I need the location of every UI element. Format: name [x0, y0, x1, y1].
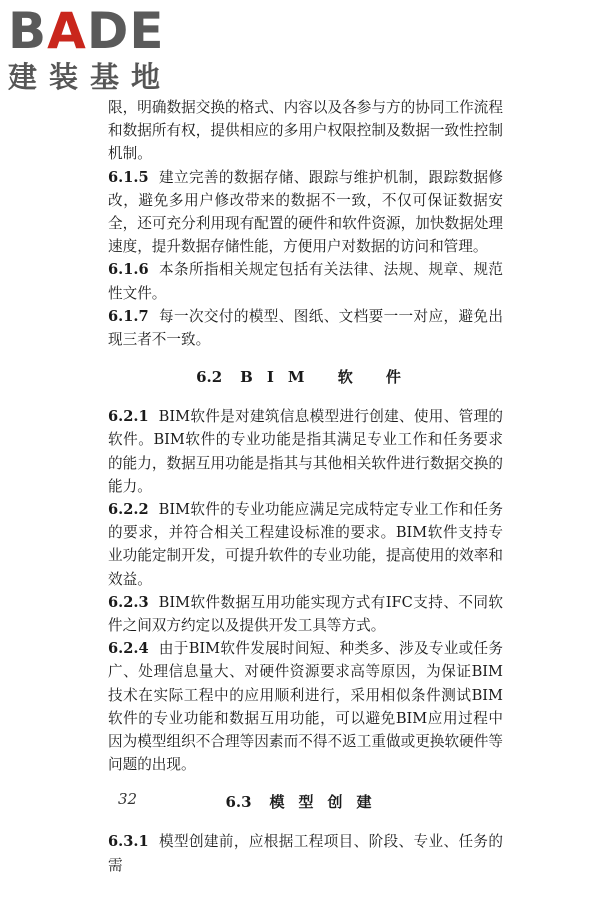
- clause-number: 6.2.2: [108, 501, 149, 519]
- section-heading: [108, 366, 503, 388]
- clause-text: BIM软件数据互用功能实现方式有IFC支持、不同软件之间双方约定以及提供开发工具等方式。: [108, 593, 503, 635]
- clause-number: 6.1.6: [108, 261, 149, 279]
- section-heading: [108, 791, 503, 813]
- clause-text: 每一次交付的模型、图纸、文档要一一对应，避免出现三者不一致。: [108, 307, 503, 349]
- clause-paragraph: [108, 166, 503, 259]
- clause-number: 6.1.7: [108, 307, 149, 325]
- section-title: 模型创建: [269, 793, 386, 812]
- section-title: BIM 软 件: [240, 368, 415, 387]
- clause-text: 由于BIM软件发展时间短、种类多、涉及专业或任务广、处理信息量大、对硬件资源要求高等原因，为保证BIM技术在实际工程中的应用顺利进行，采用相似条件测试BIM软件的专业功能和数据互用功能，可以避免BIM应用过程中因为模型组织不合理等因素而不得不返工重做或更换软硬件等问题的出现。: [108, 640, 503, 774]
- clause-number: 6.2.4: [108, 640, 149, 658]
- clause-number: 6.2.3: [108, 593, 149, 611]
- logo-chinese-name: 建装基地: [8, 60, 173, 94]
- clause-text: 建立完善的数据存储、跟踪与维护机制，跟踪数据修改，避免多用户修改带来的数据不一致，不仅可保证数据安全，还可充分利用现有配置的硬件和软件资源，加快数据处理速度，提升数据存储性能，方便用户对数据的访问和管理。: [108, 168, 503, 256]
- clause-paragraph: [108, 830, 503, 876]
- clause-number: 6.2.1: [108, 408, 149, 426]
- section-number: 6.3: [225, 793, 252, 812]
- clause-paragraph: [108, 498, 503, 591]
- clause-text: 本条所指相关规定包括有关法律、法规、规章、规范性文件。: [108, 261, 503, 302]
- page-number: 32: [118, 790, 138, 808]
- clause-number: 6.1.5: [108, 168, 149, 186]
- clause-text: 模型创建前，应根据工程项目、阶段、专业、任务的需: [108, 833, 503, 874]
- clause-number: 6.3.1: [108, 833, 149, 851]
- clause-paragraph: [108, 96, 503, 166]
- section-number: 6.2: [196, 368, 223, 387]
- clause-text: 限，明确数据交换的格式、内容以及各参与方的协同工作流程和数据所有权，提供相应的多用户权限控制及数据一致性控制机制。: [108, 99, 503, 163]
- clause-paragraph: [108, 405, 503, 498]
- clause-paragraph: [108, 637, 503, 776]
- document-body: [108, 96, 503, 877]
- clause-paragraph: [108, 591, 503, 637]
- clause-text: BIM软件是对建筑信息模型进行创建、使用、管理的软件。BIM软件的专业功能是指其满足专业工作和任务要求的能力，数据互用功能是指其与其他相关软件进行数据交换的能力。: [108, 408, 503, 495]
- logo-wordmark: BADE: [8, 2, 165, 60]
- clause-text: BIM软件的专业功能应满足完成特定专业工作和任务的要求，并符合相关工程建设标准的要求。BIM软件支持专业功能定制开发，可提升软件的专业功能，提高使用的效率和效益。: [108, 501, 503, 588]
- bade-logo: [8, 2, 178, 94]
- clause-paragraph: [108, 305, 503, 351]
- clause-paragraph: [108, 258, 503, 304]
